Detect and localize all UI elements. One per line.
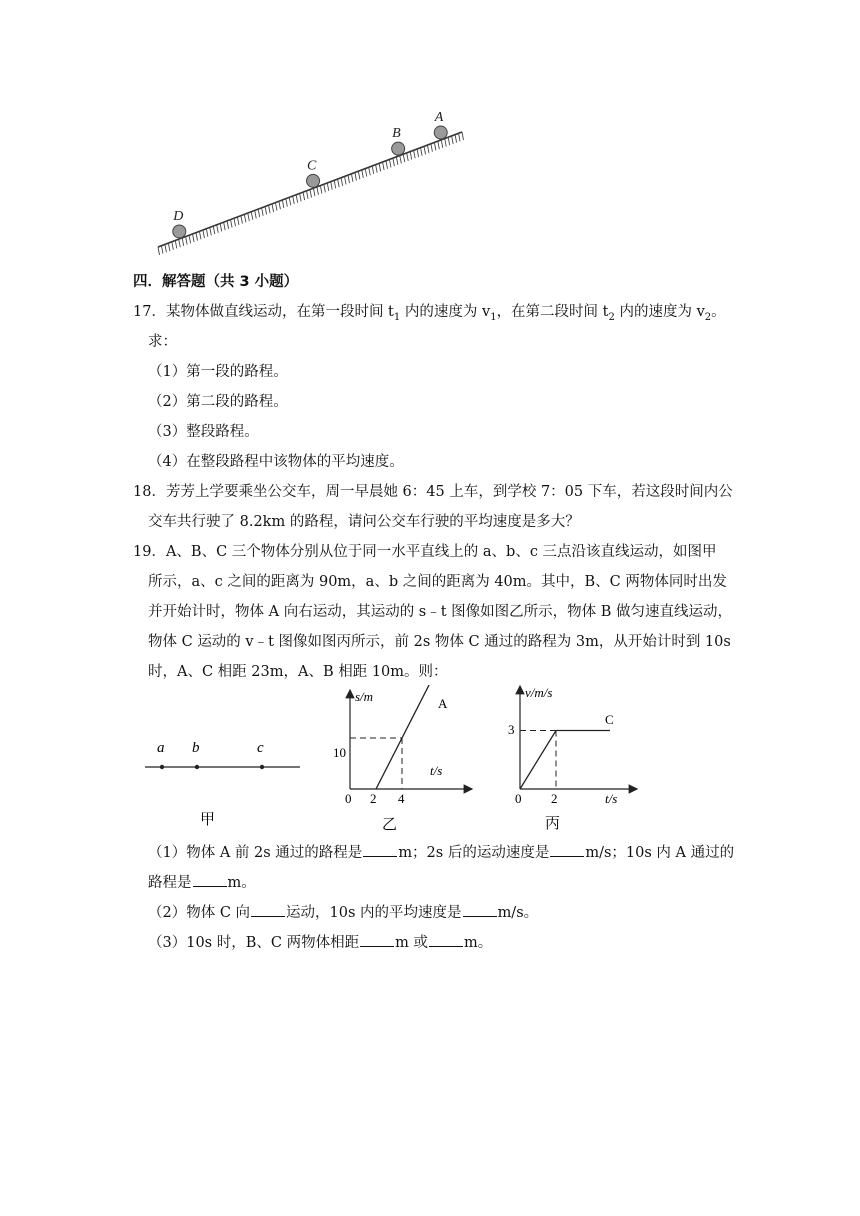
hatch-mark [262,208,264,216]
hatch-mark [355,173,357,181]
hatch-mark [265,206,267,214]
hatch-mark [282,200,284,208]
label-b: b [192,740,200,756]
hatch-mark [275,203,277,211]
bing-xtick-0: 0 [515,791,522,806]
q17-sub2: 1 [490,311,497,323]
hatch-mark [227,221,229,229]
q18-line1: 18．芳芳上学要乘坐公交车，周一早晨她 6：45 上车，到学校 7：05 下车，若这段时间内公 [133,484,733,500]
q19-sub2-c: m/s。 [497,905,539,921]
hatch-mark [417,149,419,157]
ball-label-a: A [434,110,444,126]
hatch-mark [396,157,398,165]
hatch-mark [293,196,295,204]
hatch-mark [303,192,305,200]
hatch-mark [448,137,450,145]
q17-sub1: 1 [393,311,401,323]
hatch-mark [255,210,257,218]
chart-yi [330,685,480,835]
q18-line2: 交车共行驶了 8.2km 的路程，请问公交车行驶的平均速度是多大？ [148,514,580,530]
hatch-mark [189,235,191,243]
hatch-mark [376,165,378,173]
q19-line3: 并开始计时，物体 A 向右运动，其运动的 s﹣t 图像如图乙所示，物体 B 做匀速直线运动， [148,604,733,620]
hatch-mark [310,190,312,198]
caption-jia: 甲 [200,810,216,828]
figure-jia [145,730,310,830]
hatch-mark [403,154,405,162]
hatch-mark [199,231,201,239]
hatch-mark [462,132,464,140]
hatch-mark [217,225,219,233]
hatch-mark [400,156,402,164]
hatch-mark [358,171,360,179]
hatch-mark [307,191,309,199]
hatch-mark [351,174,353,182]
hatch-mark [410,152,412,160]
hatch-mark [386,161,388,169]
point-a [160,765,164,769]
hatch-mark [389,159,391,167]
bing-series-c-line [520,731,610,790]
hatch-mark [279,201,281,209]
hatch-mark [338,179,340,187]
bing-xlabel: t/s [605,791,618,806]
q19-sub1-a: （1）物体 A 前 2s 通过的路程是 [148,845,363,861]
hatch-mark [272,204,274,212]
q17-part2: （2）第二段的路程。 [148,394,288,410]
hatch-mark [182,238,184,246]
q19-blank2[interactable] [550,842,584,857]
q17-text-a: 17．某物体做直线运动，在第一段时间 t [133,304,394,320]
q19-blank3[interactable] [193,872,227,887]
hatch-mark [424,146,426,154]
q17-part3: （3）整段路程。 [148,424,259,440]
q19-blank7[interactable] [429,932,463,947]
hatch-mark [317,187,319,195]
hatch-mark [441,140,443,148]
bing-ylabel: v/m/s [525,685,553,700]
hatch-mark [234,218,236,226]
hatch-mark [224,222,226,230]
chart-bing [505,682,645,837]
hatch-mark [175,240,177,248]
q19-sub2-a: （2）物体 C 向 [148,905,251,921]
ball-label-c: C [307,158,317,174]
q19-sub1-b: m；2s 后的运动速度是 [398,845,550,861]
hatch-mark [345,176,347,184]
q17-part1: （1）第一段的路程。 [148,364,288,380]
q19-sub1-d: 路程是 [148,875,192,891]
caption-bing: 丙 [545,816,561,832]
hatch-mark [286,199,288,207]
q17-line1 [133,302,726,328]
hatch-mark [244,214,246,222]
ball-a [434,126,447,139]
q19-sub1-line2 [148,872,256,893]
hatch-mark [237,217,239,225]
q17-text-c: ，在第二段时间 t [496,304,609,320]
yi-xtick-2: 2 [370,791,377,806]
hatch-mark [393,158,395,166]
hatch-mark [438,141,440,149]
q19-line5: 时，A、C 相距 23m，A、B 相距 10m。则： [148,664,448,680]
q19-sub2-b: 运动，10s 内的平均速度是 [286,905,462,921]
incline-figure [150,100,480,260]
ball-label-d: D [173,208,184,224]
point-c [260,765,264,769]
hatch-mark [320,186,322,194]
hatch-mark [327,183,329,191]
bing-series-label: C [605,712,614,727]
bing-marks [520,731,610,790]
hatch-mark [365,169,367,177]
hatch-mark [168,243,170,251]
q19-line1: 19．A、B、C 三个物体分别从位于同一水平直线上的 a、b、c 三点沿该直线运动，如图甲 [133,544,717,560]
hatch-mark [452,136,454,144]
hatch-mark [455,135,457,143]
q19-sub3 [148,932,492,953]
q17-text-d: 内的速度为 v [614,304,705,320]
yi-ytick-10: 10 [333,745,346,760]
incline-balls [172,110,447,238]
yi-xtick-4: 4 [398,791,405,806]
hatch-mark [193,234,195,242]
q19-sub3-b: m 或 [395,935,428,951]
hatch-mark [296,195,298,203]
hatch-mark [213,226,215,234]
hatch-mark [427,145,429,153]
hatch-mark [434,142,436,150]
hatch-mark [248,213,250,221]
point-b [195,765,199,769]
hatch-mark [407,153,409,161]
q17-part4: （4）在整段路程中该物体的平均速度。 [148,454,404,470]
hatch-mark [179,239,181,247]
hatch-mark [348,175,350,183]
yi-xtick-0: 0 [345,791,352,806]
hatch-mark [206,229,208,237]
hatch-mark [186,237,188,245]
ball-b [392,142,405,155]
hatch-mark [203,230,205,238]
hatch-mark [161,246,163,254]
hatch-mark [383,162,385,170]
hatch-mark [369,167,371,175]
hatch-mark [379,163,381,171]
hatch-mark [414,150,416,158]
hatch-mark [331,182,333,190]
yi-xlabel: t/s [430,763,443,778]
bing-ytick-3: 3 [508,722,515,737]
q19-blank4[interactable] [251,902,285,917]
caption-yi: 乙 [382,817,398,833]
ball-d [173,225,186,238]
q17-sub3: 2 [608,311,615,323]
hatch-mark [196,233,198,241]
q19-sub3-c: m。 [463,935,493,951]
q19-blank1[interactable] [363,842,397,857]
q19-blank6[interactable] [360,932,394,947]
q19-sub1-line1 [148,842,734,863]
q19-blank5[interactable] [463,902,497,917]
q19-line2: 所示，a、c 之间的距离为 90m，a、b 之间的距离为 40m。其中，B、C 两物体同时出发 [148,574,727,590]
hatch-mark [220,223,222,231]
hatch-mark [258,209,260,217]
label-c: c [257,740,264,756]
bing-xtick-2: 2 [551,791,558,806]
hatch-mark [459,133,461,141]
hatch-mark [210,227,212,235]
hatch-mark [269,205,271,213]
q19-sub3-a: （3）10s 时，B、C 两物体相距 [148,935,360,951]
ball-c [307,174,320,187]
hatch-mark [324,184,326,192]
hatch-mark [445,139,447,147]
yi-ylabel: s/m [355,689,374,704]
hatch-mark [421,148,423,156]
hatch-mark [231,220,233,228]
hatch-mark [165,244,167,252]
hatch-mark [431,144,433,152]
q17-sub4: 2 [704,311,712,323]
q19-sub1-c: m/s；10s 内 A 通过的 [585,845,735,861]
q19-line4: 物体 C 运动的 v﹣t 图像如图丙所示，前 2s 物体 C 通过的路程为 3m，从开始计时到 10s [148,634,731,650]
hatch-mark [341,178,343,186]
hatch-mark [172,242,174,250]
hatch-mark [362,170,364,178]
incline-surface [158,132,464,255]
hatch-mark [251,212,253,220]
ball-label-b: B [392,126,401,142]
yi-series-label: A [438,696,448,711]
hatch-mark [289,197,291,205]
hatch-mark [313,188,315,196]
q17-line2: 求： [148,334,177,350]
hatch-mark [241,216,243,224]
q19-sub1-e: m。 [227,875,256,891]
label-a: a [157,740,165,756]
q17-text-e: 。 [711,304,726,320]
hatch-mark [158,247,160,255]
section-title: 四．解答题（共 3 小题） [133,274,299,290]
hatch-mark [372,166,374,174]
q19-sub2 [148,902,538,923]
hatch-mark [334,180,336,188]
hatch-mark [300,193,302,201]
q17-text-b: 内的速度为 v [400,304,491,320]
